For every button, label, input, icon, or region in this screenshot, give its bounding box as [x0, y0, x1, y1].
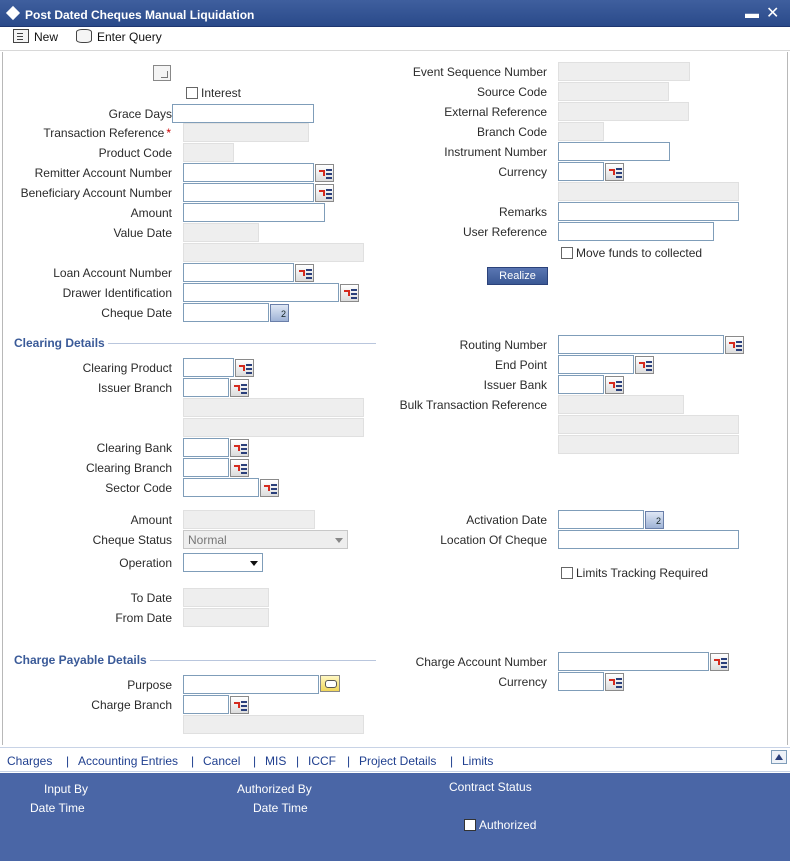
sector-code-input[interactable]: [183, 478, 259, 497]
clearing-branch-lov-icon[interactable]: [230, 459, 249, 477]
charge-payable-divider: [150, 660, 376, 661]
location-of-cheque-input[interactable]: [558, 530, 739, 549]
currency-label: Currency: [498, 165, 547, 179]
user-reference-label: User Reference: [462, 225, 547, 239]
clearing-branch-label: Clearing Branch: [85, 461, 172, 475]
external-reference-field: [558, 102, 689, 121]
end-point-input[interactable]: [558, 355, 634, 374]
activation-date-input[interactable]: [558, 510, 644, 529]
link-separator: |: [347, 754, 351, 768]
beneficiary-account-input[interactable]: [183, 183, 314, 202]
routing-number-label: Routing Number: [459, 338, 547, 352]
authorized-label: Authorized: [479, 818, 537, 832]
charge-currency-lov-icon[interactable]: [605, 673, 624, 691]
link-separator: |: [296, 754, 300, 768]
drawer-identification-input[interactable]: [183, 283, 339, 302]
diamond-icon: [6, 6, 20, 20]
beneficiary-account-label: Beneficiary Account Number: [20, 186, 172, 200]
to-date-field: [183, 588, 269, 607]
enter-query-label: Enter Query: [97, 30, 162, 44]
user-reference-input[interactable]: [558, 222, 714, 241]
loan-account-lov-icon[interactable]: [295, 264, 314, 282]
routing-number-input[interactable]: [558, 335, 724, 354]
realize-button[interactable]: Realize: [487, 267, 548, 285]
new-label: New: [34, 30, 59, 44]
from-date-field: [183, 608, 269, 627]
audit-footer: [0, 773, 790, 861]
bulk-transaction-desc-1: [558, 415, 739, 434]
charge-account-lov-icon[interactable]: [710, 653, 729, 671]
issuer-bank-label: Issuer Bank: [483, 378, 547, 392]
charge-branch-lov-icon[interactable]: [230, 696, 249, 714]
issuer-branch-desc-1: [183, 398, 364, 417]
clearing-details-divider: [108, 343, 376, 344]
cheque-date-input[interactable]: [183, 303, 269, 322]
charge-currency-label: Currency: [498, 675, 547, 689]
database-icon: [76, 29, 92, 43]
chevron-down-icon: [335, 538, 343, 543]
cancel-link[interactable]: Cancel: [203, 754, 241, 768]
scroll-up-icon[interactable]: [771, 750, 787, 764]
value-date-field: [183, 223, 259, 242]
value-date-label: Value Date: [113, 226, 172, 240]
charge-account-input[interactable]: [558, 652, 709, 671]
clearing-details-header: Clearing Details: [14, 336, 105, 350]
accounting-entries-link[interactable]: Accounting Entries: [78, 754, 179, 768]
branch-code-field: [558, 122, 604, 141]
sector-code-label: Sector Code: [105, 481, 172, 495]
transaction-reference-label: Transaction Reference *: [43, 126, 171, 140]
enter-query-button[interactable]: [76, 29, 162, 44]
minimize-icon[interactable]: ▬: [745, 5, 759, 21]
external-reference-label: External Reference: [444, 105, 547, 119]
event-sequence-field: [558, 62, 690, 81]
iccf-link[interactable]: ICCF: [308, 754, 336, 768]
mis-link[interactable]: MIS: [265, 754, 287, 768]
issuer-branch-desc-2: [183, 418, 364, 437]
drawer-identification-lov-icon[interactable]: [340, 284, 359, 302]
limits-tracking-checkbox[interactable]: [561, 567, 573, 579]
clearing-product-label: Clearing Product: [82, 361, 172, 375]
remarks-input[interactable]: [558, 202, 739, 221]
value-date-extra-field: [183, 243, 364, 262]
location-of-cheque-label: Location Of Cheque: [440, 533, 547, 547]
issuer-branch-lov-icon[interactable]: [230, 379, 249, 397]
sector-code-lov-icon[interactable]: [260, 479, 279, 497]
issuer-bank-lov-icon[interactable]: [605, 376, 624, 394]
event-sequence-label: Event Sequence Number: [412, 65, 547, 79]
expand-icon[interactable]: [153, 65, 171, 81]
clearing-bank-label: Clearing Bank: [96, 441, 172, 455]
charge-branch-input[interactable]: [183, 695, 229, 714]
subsystem-link-bar: [0, 747, 790, 772]
routing-number-lov-icon[interactable]: [725, 336, 744, 354]
chevron-down-icon: [250, 561, 258, 566]
purpose-input[interactable]: [183, 675, 319, 694]
link-separator: |: [66, 754, 70, 768]
amount-input[interactable]: [183, 203, 325, 222]
remitter-account-input[interactable]: [183, 163, 314, 182]
bulk-transaction-desc-2: [558, 435, 739, 454]
product-code-field: [183, 143, 234, 162]
clearing-branch-input[interactable]: [183, 458, 229, 477]
clearing-amount-field: [183, 510, 315, 529]
to-date-label: To Date: [130, 591, 172, 605]
operation-label: Operation: [119, 556, 172, 570]
limits-tracking-label: Limits Tracking Required: [576, 566, 709, 580]
message-icon[interactable]: [320, 675, 340, 692]
link-separator: |: [450, 754, 454, 768]
transaction-reference-field: [183, 123, 309, 142]
currency-description-field: [558, 182, 739, 201]
charges-link[interactable]: Charges: [7, 754, 53, 768]
issuer-branch-label: Issuer Branch: [97, 381, 172, 395]
title-bar: [0, 0, 790, 27]
link-separator: |: [191, 754, 195, 768]
instrument-number-input[interactable]: [558, 142, 670, 161]
activation-date-calendar-icon[interactable]: 2: [645, 511, 664, 529]
bulk-transaction-reference-label: Bulk Transaction Reference: [399, 398, 547, 412]
beneficiary-account-lov-icon[interactable]: [315, 184, 334, 202]
new-button[interactable]: [13, 29, 58, 44]
source-code-field: [558, 82, 669, 101]
remitter-account-label: Remitter Account Number: [34, 166, 172, 180]
toolbar: [0, 27, 790, 51]
cheque-date-calendar-icon[interactable]: 2: [270, 304, 289, 322]
authorized-by-label: Authorized By: [237, 782, 312, 796]
purpose-label: Purpose: [127, 678, 172, 692]
clearing-product-lov-icon[interactable]: [235, 359, 254, 377]
authorized-checkbox[interactable]: [464, 819, 476, 831]
date-time-label: Date Time: [30, 801, 85, 815]
clearing-product-input[interactable]: [183, 358, 234, 377]
close-icon[interactable]: ✕: [766, 5, 780, 22]
issuer-branch-input[interactable]: [183, 378, 229, 397]
clearing-bank-lov-icon[interactable]: [230, 439, 249, 457]
remitter-account-lov-icon[interactable]: [315, 164, 334, 182]
instrument-number-label: Instrument Number: [444, 145, 547, 159]
move-funds-label: Move funds to collected: [576, 246, 703, 260]
grace-days-input[interactable]: [172, 104, 314, 123]
cheque-status-value: Normal: [188, 533, 227, 547]
remarks-label: Remarks: [498, 205, 547, 219]
currency-input[interactable]: [558, 162, 604, 181]
bulk-transaction-reference-field: [558, 395, 684, 414]
charge-payable-header: Charge Payable Details: [14, 653, 147, 667]
link-separator: |: [253, 754, 257, 768]
drawer-identification-label: Drawer Identification: [62, 286, 172, 300]
from-date-label: From Date: [115, 611, 172, 625]
operation-select[interactable]: [183, 553, 263, 572]
activation-date-label: Activation Date: [466, 513, 547, 527]
end-point-lov-icon[interactable]: [635, 356, 654, 374]
loan-account-label: Loan Account Number: [53, 266, 172, 280]
branch-code-label: Branch Code: [476, 125, 547, 139]
window-title: Post Dated Cheques Manual Liquidation: [25, 8, 255, 22]
currency-lov-icon[interactable]: [605, 163, 624, 181]
amount-label: Amount: [130, 206, 172, 220]
clearing-bank-input[interactable]: [183, 438, 229, 457]
clearing-amount-label: Amount: [130, 513, 172, 527]
auth-date-time-label: Date Time: [253, 801, 308, 815]
cheque-status-select[interactable]: [183, 530, 348, 549]
cheque-status-label: Cheque Status: [92, 533, 172, 547]
contract-status-label: Contract Status: [449, 780, 532, 794]
product-code-label: Product Code: [98, 146, 172, 160]
project-details-link[interactable]: Project Details: [359, 754, 437, 768]
charge-branch-label: Charge Branch: [91, 698, 172, 712]
limits-link[interactable]: Limits: [462, 754, 494, 768]
charge-account-label: Charge Account Number: [415, 655, 547, 669]
new-icon: [13, 29, 29, 43]
move-funds-checkbox[interactable]: [561, 247, 573, 259]
interest-checkbox[interactable]: [186, 87, 198, 99]
source-code-label: Source Code: [476, 85, 547, 99]
issuer-bank-input[interactable]: [558, 375, 604, 394]
charge-currency-input[interactable]: [558, 672, 604, 691]
input-by-label: Input By: [44, 782, 89, 796]
charge-branch-desc: [183, 715, 364, 734]
end-point-label: End Point: [494, 358, 547, 372]
grace-days-label: Grace Days: [108, 107, 172, 121]
loan-account-input[interactable]: [183, 263, 294, 282]
cheque-date-label: Cheque Date: [101, 306, 172, 320]
interest-label: Interest: [201, 86, 242, 100]
